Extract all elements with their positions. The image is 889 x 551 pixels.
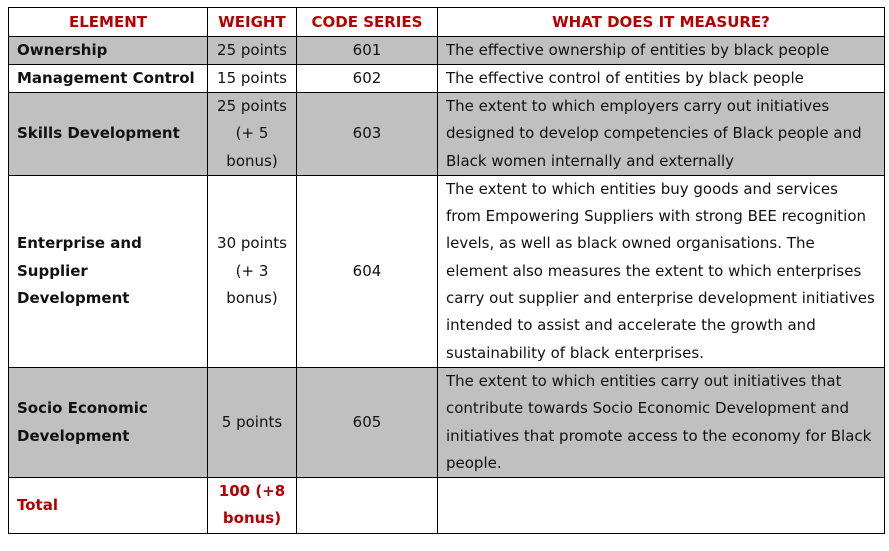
row-element: Enterprise and Supplier Development (9, 175, 208, 367)
table-row (9, 65, 885, 93)
row-code: 604 (297, 175, 438, 367)
row-code: 605 (297, 367, 438, 477)
row-code: 603 (297, 93, 438, 176)
total-measure (438, 478, 885, 534)
row-weight: 5 points (208, 367, 297, 477)
row-weight: 15 points (208, 65, 297, 93)
row-measure: The extent to which employers carry out initiatives designed to develop competencies of Black people and Black women internally and externally (438, 93, 885, 176)
row-element: Skills Development (9, 93, 208, 176)
row-weight: 25 points (208, 37, 297, 65)
scorecard-table-wrapper (8, 7, 885, 534)
row-measure: The effective ownership of entities by black people (438, 37, 885, 65)
row-element: Socio Economic Development (9, 367, 208, 477)
header-weight: WEIGHT (208, 8, 297, 37)
row-measure: The extent to which entities carry out initiatives that contribute towards Socio Economic Development and initiatives that promote access to the economy for Black people. (438, 367, 885, 477)
table-row (9, 367, 885, 477)
header-element: ELEMENT (9, 8, 208, 37)
row-measure: The effective control of entities by black people (438, 65, 885, 93)
header-row (9, 8, 885, 37)
bee-scorecard-table (8, 7, 885, 534)
row-measure: The extent to which entities buy goods and services from Empowering Suppliers with strong BEE recognition levels, as well as black owned organisations. The element also measures the extent to which enterprises carry out supplier and enterprise development initiatives intended to assist and accelerate the growth and sustainability of black enterprises. (438, 175, 885, 367)
total-label: Total (9, 478, 208, 534)
row-element: Management Control (9, 65, 208, 93)
row-weight: 25 points (+ 5 bonus) (208, 93, 297, 176)
row-code: 602 (297, 65, 438, 93)
table-row (9, 37, 885, 65)
table-row (9, 175, 885, 367)
total-row (9, 478, 885, 534)
header-code-series: CODE SERIES (297, 8, 438, 37)
total-code (297, 478, 438, 534)
header-measure: WHAT DOES IT MEASURE? (438, 8, 885, 37)
row-weight: 30 points (+ 3 bonus) (208, 175, 297, 367)
row-element: Ownership (9, 37, 208, 65)
table-row (9, 93, 885, 176)
total-weight: 100 (+8 bonus) (208, 478, 297, 534)
row-code: 601 (297, 37, 438, 65)
